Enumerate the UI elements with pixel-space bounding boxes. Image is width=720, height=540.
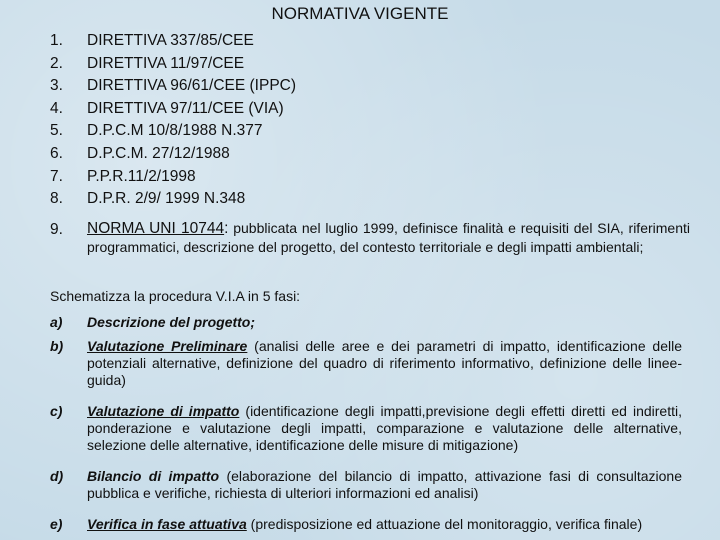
law-uni-colon: : bbox=[224, 219, 229, 237]
law-uni-title: NORMA UNI 10744 bbox=[87, 219, 225, 237]
phase-name: Valutazione Preliminare bbox=[87, 338, 248, 354]
law-item bbox=[50, 188, 690, 211]
law-text: DIRETTIVA 96/61/CEE (IPPC) bbox=[87, 77, 297, 95]
phase-list bbox=[50, 314, 682, 533]
law-item bbox=[50, 120, 690, 143]
phase-description: (elaborazione del bilancio di impatto, attivazione fasi di consultazione pubblica e verifiche, richiesta di ulteriori informazioni ed analisi) bbox=[87, 468, 682, 501]
law-text: DIRETTIVA 97/11/CEE (VIA) bbox=[87, 99, 284, 117]
phase-item bbox=[50, 338, 682, 389]
law-item bbox=[50, 53, 690, 76]
law-text: D.P.C.M. 27/12/1988 bbox=[87, 144, 230, 162]
law-number: 5. bbox=[50, 122, 63, 140]
law-number: 4. bbox=[50, 99, 63, 117]
law-item-uni bbox=[50, 219, 690, 256]
law-text: DIRETTIVA 337/85/CEE bbox=[87, 32, 254, 49]
procedure-intro: Schematizza la procedura V.I.A in 5 fasi: bbox=[50, 288, 301, 304]
law-text: DIRETTIVA 11/97/CEE bbox=[87, 54, 245, 72]
law-list bbox=[50, 30, 690, 256]
phase-item bbox=[50, 468, 682, 502]
law-item bbox=[50, 98, 690, 121]
law-item bbox=[50, 143, 690, 166]
phase-item bbox=[50, 403, 682, 454]
phase-description: (analisi delle aree e dei parametri di impatto, identificazione delle potenziali alternative, definizione del quadro di riferimento informativo, definizione delle linee-guida) bbox=[87, 338, 682, 388]
law-number: 8. bbox=[50, 190, 63, 208]
law-uni-body bbox=[87, 219, 690, 256]
law-number: 1. bbox=[50, 32, 63, 49]
law-number: 9. bbox=[50, 220, 63, 238]
law-number: 2. bbox=[50, 54, 63, 72]
phase-name: Descrizione del progetto; bbox=[87, 314, 256, 330]
law-item bbox=[50, 75, 690, 98]
phase-description: (predisposizione ed attuazione del monitoraggio, verifica finale) bbox=[246, 516, 643, 532]
phase-item bbox=[50, 516, 682, 533]
law-item bbox=[50, 30, 690, 53]
law-text: P.P.R.11/2/1998 bbox=[87, 167, 196, 185]
law-text: D.P.C.M 10/8/1988 N.377 bbox=[87, 122, 263, 140]
phase-label: c) bbox=[50, 403, 63, 419]
phase-description: (identificazione degli impatti,previsione degli effetti diretti ed indiretti, ponderazione e valutazione degli impatti, comparazione e valutazione delle alternative, selezione delle alternative, identificazione delle misure di mitigazione) bbox=[87, 403, 682, 453]
law-number: 3. bbox=[50, 77, 63, 95]
law-uni-description: pubblicata nel luglio 1999, definisce finalità e requisiti del SIA, riferimenti programmatici, descrizione del progetto, del contesto territoriale e degli impatti ambientali; bbox=[87, 219, 690, 255]
phase-label: d) bbox=[50, 468, 64, 484]
law-number: 6. bbox=[50, 144, 63, 162]
phase-name: Bilancio di impatto bbox=[87, 468, 220, 484]
law-item bbox=[50, 166, 690, 189]
phase-name: Verifica in fase attuativa bbox=[87, 516, 247, 532]
phase-label: e) bbox=[50, 516, 63, 532]
phase-label: b) bbox=[50, 338, 64, 354]
page-title: NORMATIVA VIGENTE bbox=[271, 4, 449, 23]
phase-name: Valutazione di impatto bbox=[87, 403, 240, 419]
phase-label: a) bbox=[50, 314, 63, 330]
law-text: D.P.R. 2/9/ 1999 N.348 bbox=[87, 190, 246, 208]
law-number: 7. bbox=[50, 167, 63, 185]
phase-item bbox=[50, 314, 682, 331]
